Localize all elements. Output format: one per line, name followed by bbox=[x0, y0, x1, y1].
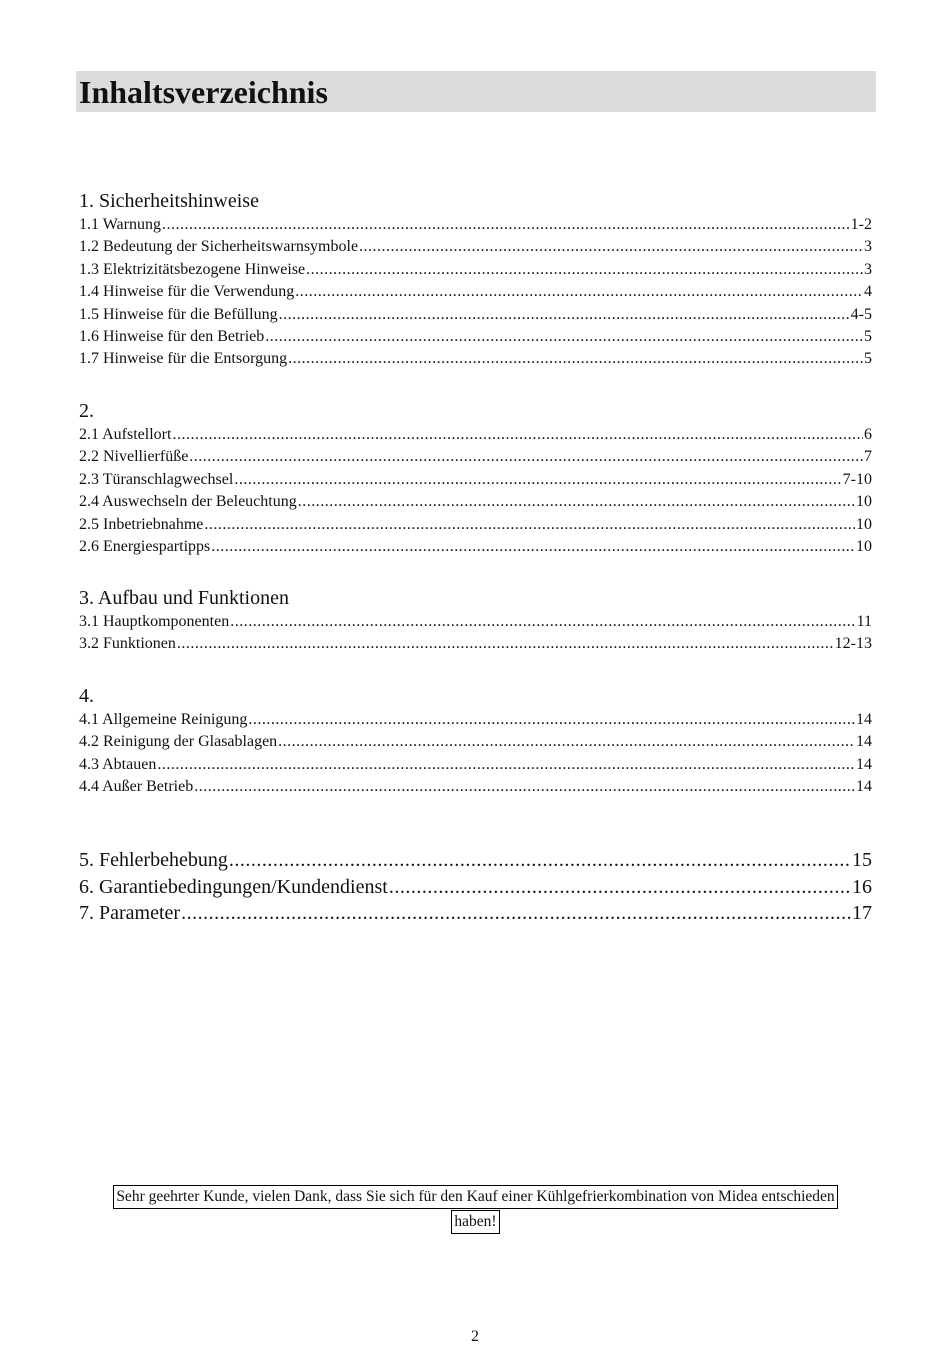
toc-entry-label: 3.2 Funktionen bbox=[79, 635, 176, 653]
toc-entry-page: 3 bbox=[864, 260, 872, 278]
toc-entry[interactable] bbox=[79, 514, 872, 536]
toc-entry-label: 1.2 Bedeutung der Sicherheitswarnsymbole bbox=[79, 238, 359, 256]
toc-entry-page: 14 bbox=[856, 733, 872, 751]
dot-leader bbox=[295, 281, 863, 303]
dot-leader bbox=[234, 469, 841, 491]
toc-entry[interactable] bbox=[79, 214, 872, 236]
toc-entry-page: 1-2 bbox=[850, 216, 872, 233]
toc-entry[interactable] bbox=[79, 847, 872, 874]
page-title: Inhaltsverzeichnis bbox=[79, 74, 328, 110]
section-heading: 4. bbox=[79, 685, 94, 707]
toc-entry-page: 5 bbox=[864, 328, 872, 346]
toc-entry-label: 4.3 Abtauen bbox=[79, 755, 157, 773]
toc-entry[interactable] bbox=[79, 611, 872, 633]
toc-entry[interactable] bbox=[79, 874, 872, 901]
toc-section-1 bbox=[79, 188, 872, 371]
toc-entry-label: 1.4 Hinweise für die Verwendung bbox=[79, 283, 295, 301]
toc-entry-label: 2.1 Aufstellort bbox=[79, 426, 172, 443]
toc-entry-page: 14 bbox=[856, 711, 872, 728]
dot-leader bbox=[248, 709, 855, 731]
dot-leader bbox=[189, 446, 863, 468]
toc-entry-label: 2.3 Türanschlagwechsel bbox=[79, 470, 234, 488]
dot-leader bbox=[288, 348, 863, 370]
notice-line-2: haben! bbox=[451, 1210, 499, 1234]
toc-entry[interactable] bbox=[79, 731, 872, 753]
toc-entry-label: 4.4 Außer Betrieb bbox=[79, 778, 194, 796]
toc-entry-page: 12-13 bbox=[834, 635, 872, 653]
toc-entry[interactable] bbox=[79, 259, 872, 281]
toc-entry-label: 1.5 Hinweise für die Befüllung bbox=[79, 305, 278, 323]
toc-entry[interactable] bbox=[79, 236, 872, 258]
notice-line-1: Sehr geehrter Kunde, vielen Dank, dass Sie sich für den Kauf einer Kühlgefrierkombination von Midea entschieden bbox=[113, 1185, 837, 1209]
toc-entry[interactable] bbox=[79, 633, 872, 655]
dot-leader bbox=[298, 491, 855, 513]
toc-entry-label: 3.1 Hauptkomponenten bbox=[79, 613, 230, 630]
toc-entry-label: 2.4 Auswechseln der Beleuchtung bbox=[79, 493, 297, 511]
toc-entry[interactable] bbox=[79, 900, 872, 927]
toc-entry-label: 1.1 Warnung bbox=[79, 216, 161, 233]
toc-entry[interactable] bbox=[79, 469, 872, 491]
toc-entry-page: 10 bbox=[856, 493, 872, 511]
toc-entry[interactable] bbox=[79, 281, 872, 303]
dot-leader bbox=[194, 776, 855, 798]
dot-leader bbox=[278, 731, 855, 753]
toc-entry[interactable] bbox=[79, 776, 872, 798]
toc-entry-label: 1.6 Hinweise für den Betrieb bbox=[79, 328, 265, 346]
toc-entry-label: 6. Garantiebedingungen/Kundendienst bbox=[79, 875, 388, 898]
toc-entry-label: 4.1 Allgemeine Reinigung bbox=[79, 711, 248, 728]
toc-entry-page: 17 bbox=[852, 902, 872, 924]
toc-entry[interactable] bbox=[79, 424, 872, 446]
toc-entry-label: 2.5 Inbetriebnahme bbox=[79, 515, 204, 533]
toc-section-4 bbox=[79, 683, 872, 799]
dot-leader bbox=[211, 536, 855, 558]
toc-entry-label: 4.2 Reinigung der Glasablagen bbox=[79, 733, 278, 751]
toc-entry[interactable] bbox=[79, 754, 872, 776]
thank-you-notice bbox=[79, 1185, 872, 1234]
toc-entry[interactable] bbox=[79, 491, 872, 513]
toc-entry-page: 5 bbox=[864, 350, 872, 368]
section-heading: 3. Aufbau und Funktionen bbox=[79, 587, 289, 609]
toc-section-2 bbox=[79, 398, 872, 558]
toc-entry-page: 4 bbox=[864, 283, 872, 301]
toc-entry[interactable] bbox=[79, 304, 872, 326]
dot-leader bbox=[162, 214, 850, 236]
dot-leader bbox=[157, 754, 855, 776]
toc-entry-label: 1.3 Elektrizitätsbezogene Hinweise bbox=[79, 260, 306, 278]
toc-entry-page: 4-5 bbox=[850, 305, 872, 323]
toc-entry-page: 7 bbox=[864, 448, 872, 466]
dot-leader bbox=[306, 259, 863, 281]
toc-entry-page: 14 bbox=[856, 755, 872, 773]
dot-leader bbox=[389, 874, 851, 901]
toc-entry-page: 10 bbox=[856, 538, 872, 556]
toc-entry-page: 16 bbox=[852, 875, 872, 898]
section-heading: 1. Sicherheitshinweise bbox=[79, 190, 259, 212]
dot-leader bbox=[230, 611, 855, 633]
toc-entry-page: 10 bbox=[856, 515, 872, 533]
dot-leader bbox=[181, 900, 851, 927]
toc-entry-label: 5. Fehlerbehebung bbox=[79, 849, 228, 871]
toc-entry[interactable] bbox=[79, 709, 872, 731]
dot-leader bbox=[279, 304, 850, 326]
toc-entry[interactable] bbox=[79, 326, 872, 348]
toc-entry-label: 1.7 Hinweise für die Entsorgung bbox=[79, 350, 288, 368]
toc-entry[interactable] bbox=[79, 348, 872, 370]
toc-entry[interactable] bbox=[79, 536, 872, 558]
toc-entry-page: 14 bbox=[856, 778, 872, 796]
dot-leader bbox=[265, 326, 863, 348]
section-heading: 2. bbox=[79, 400, 94, 422]
toc-entry-label: 2.6 Energiespartipps bbox=[79, 538, 211, 556]
toc-entry[interactable] bbox=[79, 446, 872, 468]
dot-leader bbox=[172, 424, 863, 446]
toc-entry-page: 3 bbox=[864, 238, 872, 256]
dot-leader bbox=[204, 514, 855, 536]
page-number: 2 bbox=[471, 1328, 479, 1345]
toc-entry-label: 2.2 Nivellierfüße bbox=[79, 448, 189, 466]
dot-leader bbox=[229, 847, 851, 874]
dot-leader bbox=[177, 633, 834, 655]
toc-section-3 bbox=[79, 585, 872, 656]
toc-entry-page: 11 bbox=[856, 613, 872, 630]
dot-leader bbox=[359, 236, 863, 258]
toc-entry-page: 7-10 bbox=[842, 470, 872, 488]
toc-entry-label: 7. Parameter bbox=[79, 902, 181, 924]
toc-entry-page: 6 bbox=[864, 426, 872, 443]
toc-entry-page: 15 bbox=[852, 849, 872, 871]
toc-main-entries bbox=[79, 847, 872, 927]
